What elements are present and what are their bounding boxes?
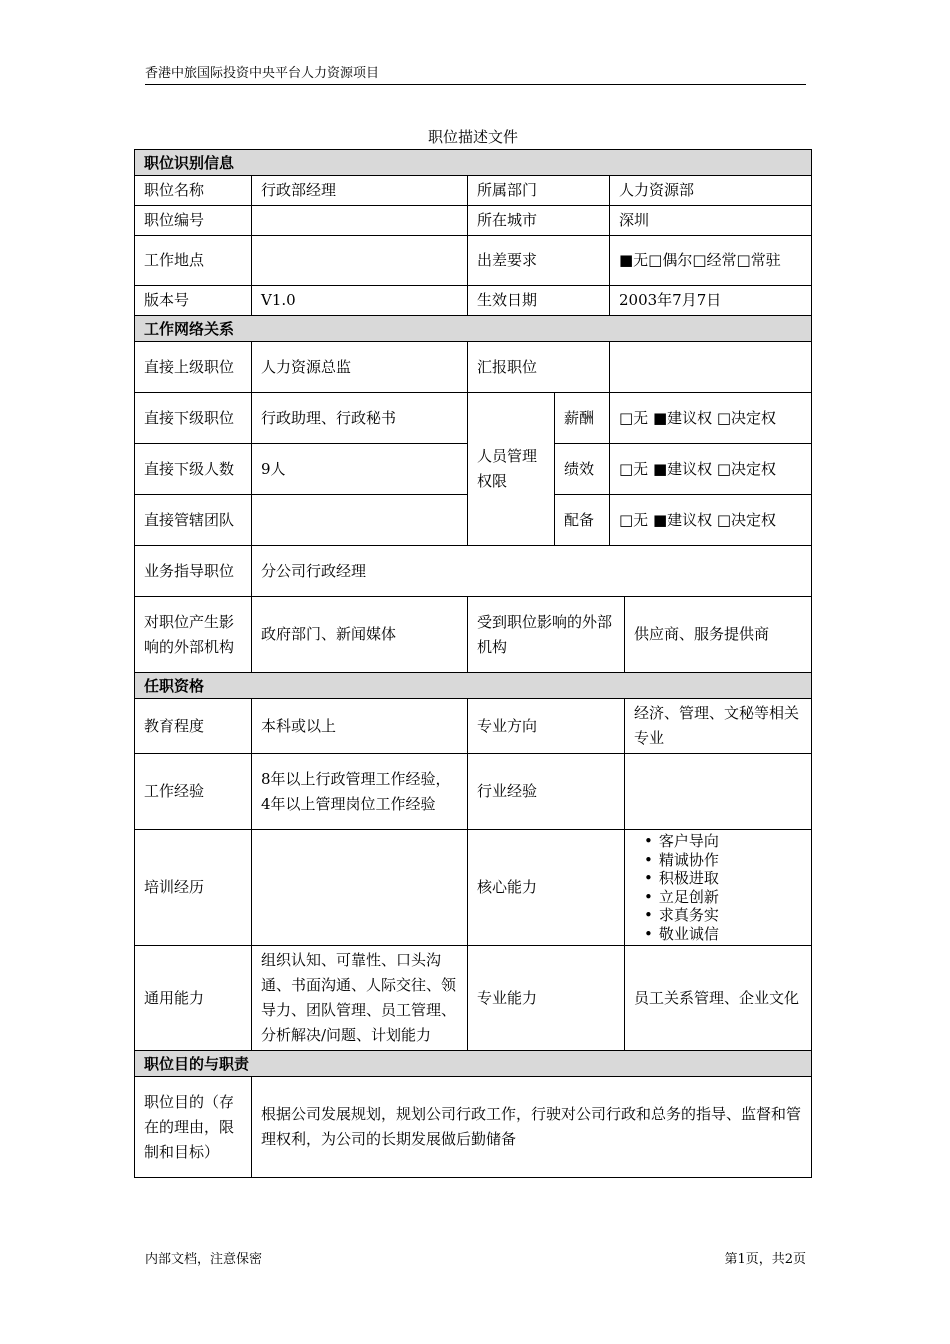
page-number: 第1页，共2页 (724, 1252, 806, 1267)
performance-authority-value: □无 ■建议权 □决定权 (610, 444, 812, 495)
document-title: 职位描述文件 (427, 128, 518, 146)
list-item: • 立足创新 (644, 888, 802, 907)
industry-experience-label: 行业经验 (468, 754, 625, 830)
professional-ability-value: 员工关系管理、企业文化 (625, 946, 812, 1051)
job-description-table (134, 149, 812, 1178)
managed-team-label: 直接管辖团队 (135, 495, 252, 546)
hr-authority-label: 人员管理权限 (468, 393, 555, 546)
section-qualification: 任职资格 (135, 673, 812, 699)
work-location-value (252, 236, 468, 286)
direct-subordinate-label: 直接下级职位 (135, 393, 252, 444)
list-item: • 客户导向 (644, 832, 802, 851)
list-item: • 求真务实 (644, 906, 802, 925)
performance-label: 绩效 (555, 444, 610, 495)
direct-subordinate-value: 行政助理、行政秘书 (252, 393, 468, 444)
position-name-label: 职位名称 (135, 176, 252, 206)
list-item: • 精诚协作 (644, 851, 802, 870)
core-competency-value (625, 830, 812, 946)
staffing-label: 配备 (555, 495, 610, 546)
major-value: 经济、管理、文秘等相关专业 (625, 699, 812, 754)
salary-label: 薪酬 (555, 393, 610, 444)
city-value: 深圳 (610, 206, 812, 236)
industry-experience-value (625, 754, 812, 830)
list-item: • 敬业诚信 (644, 925, 802, 944)
influenced-external-value: 供应商、服务提供商 (625, 597, 812, 673)
direct-superior-label: 直接上级职位 (135, 342, 252, 393)
direct-superior-value: 人力资源总监 (252, 342, 468, 393)
department-label: 所属部门 (468, 176, 610, 206)
education-label: 教育程度 (135, 699, 252, 754)
effective-date-label: 生效日期 (468, 286, 610, 316)
subordinate-count-label: 直接下级人数 (135, 444, 252, 495)
version-label: 版本号 (135, 286, 252, 316)
influenced-external-label: 受到职位影响的外部机构 (468, 597, 625, 673)
purpose-label: 职位目的（存在的理由，限制和目标） (135, 1077, 252, 1178)
confidentiality-note: 内部文档，注意保密 (145, 1252, 263, 1267)
list-item: • 积极进取 (644, 869, 802, 888)
core-competency-list (634, 832, 802, 943)
training-label: 培训经历 (135, 830, 252, 946)
travel-value: ■无□偶尔□经常□常驻 (610, 236, 812, 286)
business-guidance-label: 业务指导职位 (135, 546, 252, 597)
position-name-value: 行政部经理 (252, 176, 468, 206)
report-position-value (610, 342, 812, 393)
section-network: 工作网络关系 (135, 316, 812, 342)
experience-label: 工作经验 (135, 754, 252, 830)
education-value: 本科或以上 (252, 699, 468, 754)
department-value: 人力资源部 (610, 176, 812, 206)
managed-team-value (252, 495, 468, 546)
page-header: 香港中旅国际投资中央平台人力资源项目 (145, 66, 806, 85)
professional-ability-label: 专业能力 (468, 946, 625, 1051)
travel-label: 出差要求 (468, 236, 610, 286)
version-value: V1.0 (252, 286, 468, 316)
business-guidance-value: 分公司行政经理 (252, 546, 812, 597)
position-code-value (252, 206, 468, 236)
city-label: 所在城市 (468, 206, 610, 236)
general-ability-value: 组织认知、可靠性、口头沟通、书面沟通、人际交往、领导力、团队管理、员工管理、分析解决/问题、计划能力 (252, 946, 468, 1051)
work-location-label: 工作地点 (135, 236, 252, 286)
effective-date-value: 2003年7月7日 (610, 286, 812, 316)
experience-value: 8年以上行政管理工作经验，4年以上管理岗位工作经验 (252, 754, 468, 830)
salary-authority-value: □无 ■建议权 □决定权 (610, 393, 812, 444)
subordinate-count-value: 9人 (252, 444, 468, 495)
position-code-label: 职位编号 (135, 206, 252, 236)
staffing-authority-value: □无 ■建议权 □决定权 (610, 495, 812, 546)
major-label: 专业方向 (468, 699, 625, 754)
section-identification: 职位识别信息 (135, 150, 812, 176)
purpose-text: 根据公司发展规划，规划公司行政工作，行驶对公司行政和总务的指导、监督和管理权利，为公司的长期发展做后勤储备 (252, 1077, 812, 1178)
training-value (252, 830, 468, 946)
core-competency-label: 核心能力 (468, 830, 625, 946)
external-influence-label: 对职位产生影响的外部机构 (135, 597, 252, 673)
section-purpose: 职位目的与职责 (135, 1051, 812, 1077)
report-position-label: 汇报职位 (468, 342, 610, 393)
external-influence-value: 政府部门、新闻媒体 (252, 597, 468, 673)
general-ability-label: 通用能力 (135, 946, 252, 1051)
